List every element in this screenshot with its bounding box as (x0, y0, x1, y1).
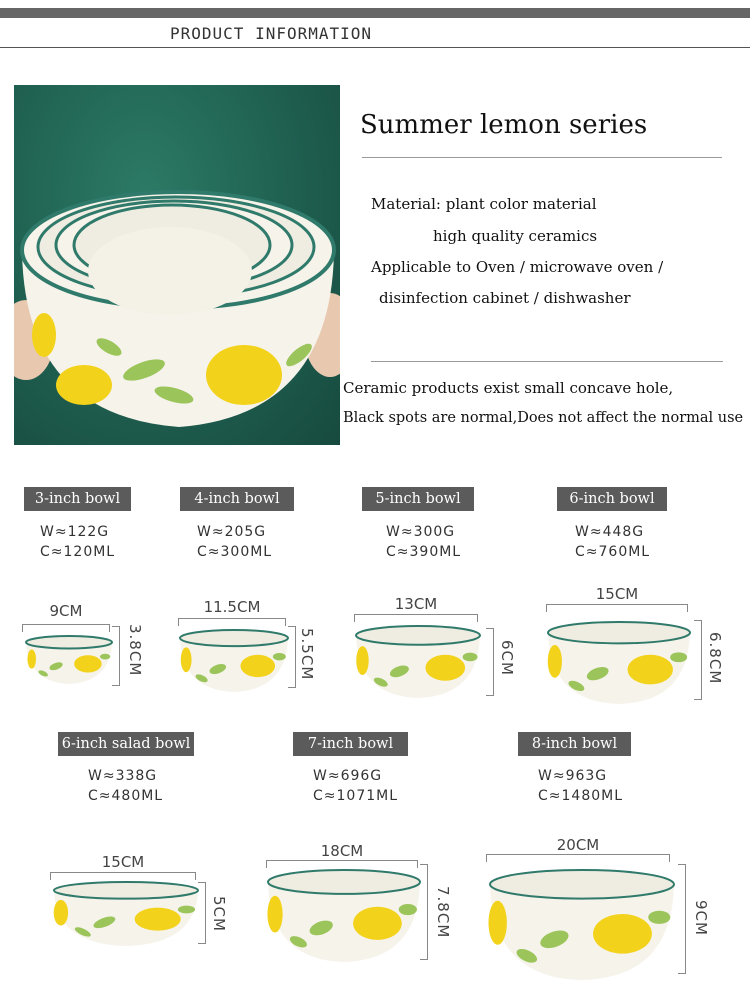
width-label: 15CM (595, 585, 639, 603)
width-label: 18CM (320, 842, 364, 860)
bowl-weight: W≈448G (575, 524, 645, 540)
top-bar (0, 8, 750, 18)
width-label: 11.5CM (203, 598, 261, 616)
note-line-2: Black spots are normal,Does not affect the normal use (343, 410, 744, 426)
bowl-capacity: C≈120ML (40, 544, 116, 560)
height-label: 5CM (210, 896, 228, 932)
width-bracket (178, 618, 286, 626)
series-title: Summer lemon series (360, 110, 648, 140)
bowl-image (488, 868, 676, 982)
material-line-1: Material: plant color material (371, 195, 597, 213)
bowl-weight: W≈338G (88, 768, 158, 784)
width-bracket (546, 604, 688, 612)
height-label: 9CM (692, 900, 710, 936)
width-label: 20CM (556, 836, 600, 854)
bowl-label: 3-inch bowl (24, 487, 131, 511)
bowl-capacity: C≈760ML (575, 544, 651, 560)
height-label: 3.8CM (126, 624, 144, 677)
height-label: 6CM (498, 640, 516, 676)
product-photo (14, 85, 340, 445)
applicable-line-1: Applicable to Oven / microwave oven / (371, 258, 664, 276)
width-bracket (266, 860, 418, 868)
width-label: 13CM (394, 595, 438, 613)
height-bracket (486, 628, 494, 696)
specs-divider (371, 361, 723, 362)
width-label: 9CM (49, 602, 83, 620)
bowl-weight: W≈205G (197, 524, 267, 540)
bowl-label: 5-inch bowl (362, 487, 474, 511)
bowl-image (178, 628, 290, 694)
bowl-capacity: C≈480ML (88, 788, 164, 804)
height-bracket (678, 864, 686, 974)
bowl-capacity: C≈300ML (197, 544, 273, 560)
height-bracket (694, 620, 702, 700)
width-bracket (50, 872, 196, 880)
height-label: 6.8CM (706, 632, 724, 685)
bowl-label: 6-inch salad bowl (58, 732, 194, 756)
bowl-image (354, 624, 482, 700)
bowl-weight: W≈696G (313, 768, 383, 784)
bowl-weight: W≈300G (386, 524, 456, 540)
bowl-image (546, 620, 692, 706)
bowl-capacity: C≈1480ML (538, 788, 624, 804)
bowl-image (52, 880, 200, 948)
bowl-label: 6-inch bowl (557, 487, 667, 511)
header-divider (0, 47, 750, 48)
title-divider (362, 157, 722, 158)
bowl-label: 7-inch bowl (293, 732, 408, 756)
bowl-image (24, 634, 114, 686)
stacked-bowls-illustration (14, 85, 340, 445)
bowl-label: 8-inch bowl (518, 732, 631, 756)
height-label: 7.8CM (434, 886, 452, 939)
width-label: 15CM (101, 853, 145, 871)
material-line-2: high quality ceramics (433, 227, 598, 245)
width-bracket (354, 614, 478, 622)
bowl-label: 4-inch bowl (180, 487, 294, 511)
width-bracket (22, 624, 110, 632)
height-label: 5.5CM (298, 628, 316, 681)
bowl-capacity: C≈390ML (386, 544, 462, 560)
bowl-image (266, 868, 422, 964)
note-line-1: Ceramic products exist small concave hole, (343, 379, 674, 397)
section-title: PRODUCT INFORMATION (170, 24, 373, 43)
width-bracket (486, 854, 670, 862)
bowl-weight: W≈122G (40, 524, 110, 540)
bowl-capacity: C≈1071ML (313, 788, 399, 804)
applicable-line-2: disinfection cabinet / dishwasher (379, 289, 631, 307)
bowl-weight: W≈963G (538, 768, 608, 784)
